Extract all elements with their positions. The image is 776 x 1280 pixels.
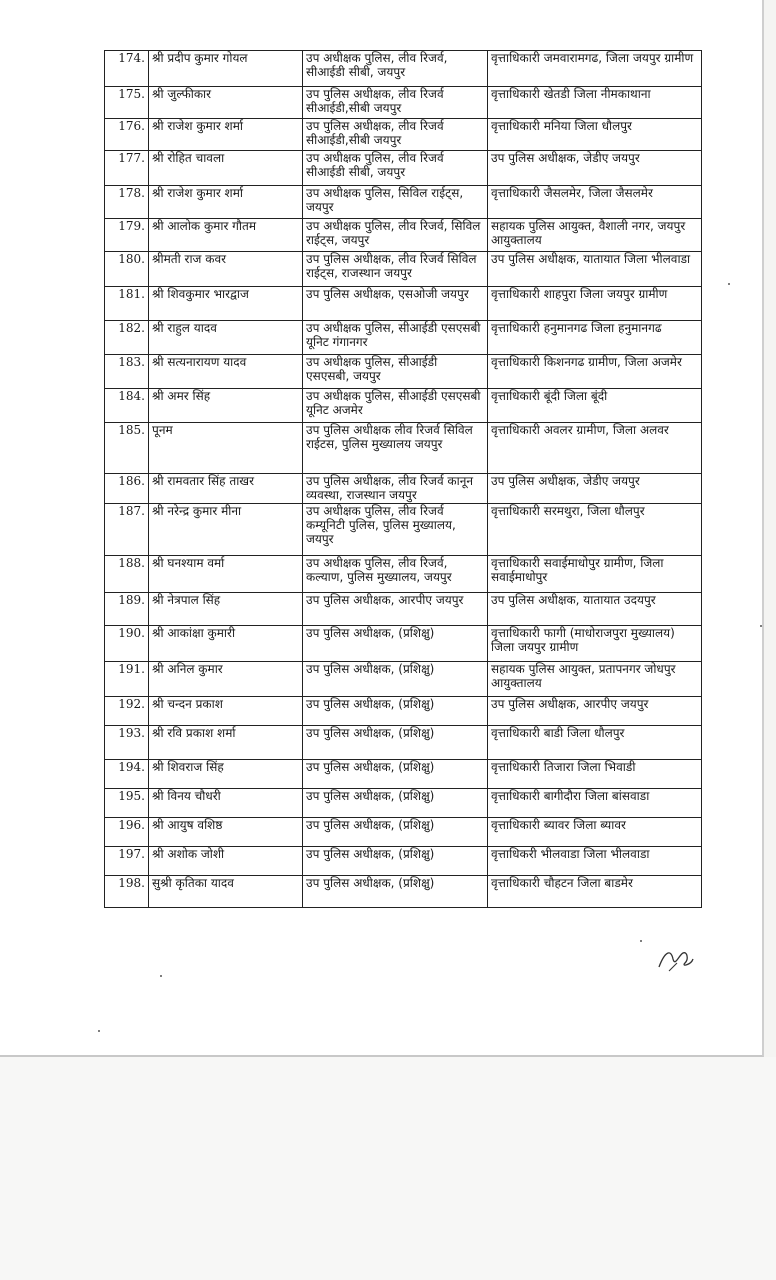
officer-name: श्रीमती राज कवर — [149, 252, 303, 287]
serial-number: 186. — [105, 474, 149, 504]
officer-name: श्री नेत्रपाल सिंह — [149, 593, 303, 626]
signature-mark — [655, 945, 695, 973]
current-post: उप पुलिस अधीक्षक, लीव रिजर्व कानून व्यवस्था, राजस्थान जयपुर — [303, 474, 488, 504]
serial-number: 180. — [105, 252, 149, 287]
serial-number: 176. — [105, 119, 149, 151]
serial-number: 179. — [105, 219, 149, 252]
officer-name: श्री विनय चौधरी — [149, 789, 303, 818]
table-row — [105, 593, 702, 626]
serial-number: 191. — [105, 662, 149, 697]
new-posting: वृत्ताधिकारी हनुमानगढ जिला हनुमानगढ — [488, 321, 702, 355]
officer-name: श्री नरेन्द्र कुमार मीना — [149, 504, 303, 556]
scan-background — [0, 1057, 776, 1280]
table-row — [105, 87, 702, 119]
table-row — [105, 474, 702, 504]
new-posting: वृत्ताधिकारी शाहपुरा जिला जयपुर ग्रामीण — [488, 287, 702, 321]
current-post: उप पुलिस अधीक्षक, (प्रशिक्षु) — [303, 726, 488, 760]
current-post: उप पुलिस अधीक्षक, (प्रशिक्षु) — [303, 697, 488, 726]
new-posting: वृत्ताधिकारी अवलर ग्रामीण, जिला अलवर — [488, 423, 702, 474]
table-row — [105, 556, 702, 593]
officer-name: श्री आलोक कुमार गौतम — [149, 219, 303, 252]
current-post: उप अधीक्षक पुलिस, लीव रिजर्व, कल्याण, पुलिस मुख्यालय, जयपुर — [303, 556, 488, 593]
table-row — [105, 847, 702, 876]
current-post: उप अधीक्षक पुलिस, लीव रिजर्व सीआईडी सीबी, जयपुर — [303, 151, 488, 186]
table-row — [105, 186, 702, 219]
table-row — [105, 504, 702, 556]
new-posting: वृत्ताधिकारी ब्यावर जिला ब्यावर — [488, 818, 702, 847]
serial-number: 184. — [105, 389, 149, 423]
officer-name: श्री अमर सिंह — [149, 389, 303, 423]
new-posting: वृत्ताधिकारी खेतडी जिला नीमकाथाना — [488, 87, 702, 119]
new-posting: वृत्ताधिकारी सवाईमाधोपुर ग्रामीण, जिला सवाईमाधोपुर — [488, 556, 702, 593]
new-posting: वृत्ताधिकारी जैसलमेर, जिला जैसलमेर — [488, 186, 702, 219]
current-post: उप पुलिस अधीक्षक, एसओजी जयपुर — [303, 287, 488, 321]
table-row — [105, 252, 702, 287]
new-posting: उप पुलिस अधीक्षक, जेडीए जयपुर — [488, 151, 702, 186]
table-row — [105, 789, 702, 818]
transfer-table — [104, 50, 702, 908]
current-post: उप पुलिस अधीक्षक, आरपीए जयपुर — [303, 593, 488, 626]
current-post: उप अधीक्षक पुलिस, सीआईडी एसएसबी, जयपुर — [303, 355, 488, 389]
serial-number: 181. — [105, 287, 149, 321]
current-post: उप पुलिस अधीक्षक, (प्रशिक्षु) — [303, 847, 488, 876]
officer-name: श्री राजेश कुमार शर्मा — [149, 186, 303, 219]
officer-name: श्री चन्दन प्रकाश — [149, 697, 303, 726]
scan-speck — [160, 975, 162, 977]
scan-speck — [640, 940, 642, 942]
table-row — [105, 423, 702, 474]
officer-name: श्री अशोक जोशी — [149, 847, 303, 876]
new-posting: वृत्ताधिकारी तिजारा जिला भिवाडी — [488, 760, 702, 789]
officer-name: श्री शिवकुमार भारद्वाज — [149, 287, 303, 321]
table-row — [105, 662, 702, 697]
officer-name: श्री रवि प्रकाश शर्मा — [149, 726, 303, 760]
table-row — [105, 726, 702, 760]
serial-number: 192. — [105, 697, 149, 726]
officer-name: पूनम — [149, 423, 303, 474]
new-posting: वृत्ताधिकारी बाडी जिला धौलपुर — [488, 726, 702, 760]
current-post: उप पुलिस अधीक्षक, (प्रशिक्षु) — [303, 662, 488, 697]
serial-number: 197. — [105, 847, 149, 876]
officer-name: सुश्री कृतिका यादव — [149, 876, 303, 908]
officer-name: श्री जुल्फीकार — [149, 87, 303, 119]
table-row — [105, 355, 702, 389]
serial-number: 193. — [105, 726, 149, 760]
serial-number: 185. — [105, 423, 149, 474]
officer-name: श्री सत्यनारायण यादव — [149, 355, 303, 389]
transfer-table-body — [105, 51, 702, 908]
current-post: उप अधीक्षक पुलिस, लीव रिजर्व, सिविल राईट्स, जयपुर — [303, 219, 488, 252]
serial-number: 194. — [105, 760, 149, 789]
officer-name: श्री रामवतार सिंह ताखर — [149, 474, 303, 504]
table-row — [105, 219, 702, 252]
table-row — [105, 389, 702, 423]
scan-speck — [98, 1030, 100, 1032]
current-post: उप पुलिस अधीक्षक, (प्रशिक्षु) — [303, 818, 488, 847]
table-row — [105, 287, 702, 321]
table-row — [105, 876, 702, 908]
current-post: उप पुलिस अधीक्षक, (प्रशिक्षु) — [303, 760, 488, 789]
table-row — [105, 697, 702, 726]
officer-name: श्री अनिल कुमार — [149, 662, 303, 697]
new-posting: वृत्ताधिकारी फागी (माधोराजपुरा मुख्यालय) जिला जयपुर ग्रामीण — [488, 626, 702, 662]
new-posting: वृत्ताधिकरी भीलवाडा जिला भीलवाडा — [488, 847, 702, 876]
scan-speck — [760, 625, 762, 627]
current-post: उप अधीक्षक पुलिस, लीव रिजर्व, सीआईडी सीबी, जयपुर — [303, 51, 488, 87]
new-posting: वृत्ताधिकारी सरमथुरा, जिला धौलपुर — [488, 504, 702, 556]
table-row — [105, 51, 702, 87]
new-posting: वृत्ताधिकारी बूंदी जिला बूंदी — [488, 389, 702, 423]
new-posting: उप पुलिस अधीक्षक, यातायात उदयपुर — [488, 593, 702, 626]
current-post: उप अधीक्षक पुलिस, लीव रिजर्व कम्यूनिटी पुलिस, पुलिस मुख्यालय, जयपुर — [303, 504, 488, 556]
new-posting: सहायक पुलिस आयुक्त, प्रतापनगर जोधपुर आयुक्तालय — [488, 662, 702, 697]
new-posting: उप पुलिस अधीक्षक, यातायात जिला भीलवाडा — [488, 252, 702, 287]
new-posting: वृत्ताधिकारी किशनगढ ग्रामीण, जिला अजमेर — [488, 355, 702, 389]
officer-name: श्री शिवराज सिंह — [149, 760, 303, 789]
serial-number: 190. — [105, 626, 149, 662]
officer-name: श्री राहुल यादव — [149, 321, 303, 355]
serial-number: 175. — [105, 87, 149, 119]
new-posting: उप पुलिस अधीक्षक, आरपीए जयपुर — [488, 697, 702, 726]
current-post: उप पुलिस अधीक्षक, (प्रशिक्षु) — [303, 876, 488, 908]
serial-number: 182. — [105, 321, 149, 355]
new-posting: वृत्ताधिकारी जमवारामगढ, जिला जयपुर ग्रामीण — [488, 51, 702, 87]
serial-number: 177. — [105, 151, 149, 186]
serial-number: 196. — [105, 818, 149, 847]
serial-number: 174. — [105, 51, 149, 87]
new-posting: वृत्ताधिकारी मनिया जिला धौलपुर — [488, 119, 702, 151]
serial-number: 183. — [105, 355, 149, 389]
current-post: उप पुलिस अधीक्षक, (प्रशिक्षु) — [303, 789, 488, 818]
serial-number: 189. — [105, 593, 149, 626]
table-row — [105, 321, 702, 355]
current-post: उप अधीक्षक पुलिस, सीआईडी एसएसबी यूनिट गंगानगर — [303, 321, 488, 355]
table-row — [105, 626, 702, 662]
table-row — [105, 119, 702, 151]
serial-number: 188. — [105, 556, 149, 593]
current-post: उप पुलिस अधीक्षक लीव रिजर्व सिविल राईटस, पुलिस मुख्यालय जयपुर — [303, 423, 488, 474]
officer-name: श्री घनश्याम वर्मा — [149, 556, 303, 593]
new-posting: वृत्ताधिकारी बागीदौरा जिला बांसवाडा — [488, 789, 702, 818]
current-post: उप अधीक्षक पुलिस, सिविल राईट्स, जयपुर — [303, 186, 488, 219]
serial-number: 178. — [105, 186, 149, 219]
serial-number: 195. — [105, 789, 149, 818]
current-post: उप पुलिस अधीक्षक, लीव रिजर्व सीआईडी,सीबी जयपुर — [303, 87, 488, 119]
officer-name: श्री राजेश कुमार शर्मा — [149, 119, 303, 151]
officer-name: श्री प्रदीप कुमार गोयल — [149, 51, 303, 87]
current-post: उप पुलिस अधीक्षक, (प्रशिक्षु) — [303, 626, 488, 662]
serial-number: 187. — [105, 504, 149, 556]
current-post: उप अधीक्षक पुलिस, सीआईडी एसएसबी यूनिट अजमेर — [303, 389, 488, 423]
current-post: उप पुलिस अधीक्षक, लीव रिजर्व सीआईडी,सीबी जयपुर — [303, 119, 488, 151]
table-row — [105, 760, 702, 789]
new-posting: वृत्ताधिकारी चौहटन जिला बाडमेर — [488, 876, 702, 908]
new-posting: उप पुलिस अधीक्षक, जेडीए जयपुर — [488, 474, 702, 504]
table-row — [105, 151, 702, 186]
current-post: उप पुलिस अधीक्षक, लीव रिजर्व सिविल राईट्स, राजस्थान जयपुर — [303, 252, 488, 287]
scan-speck — [728, 283, 730, 285]
serial-number: 198. — [105, 876, 149, 908]
officer-name: श्री आकांक्षा कुमारी — [149, 626, 303, 662]
officer-name: श्री रोहित चावला — [149, 151, 303, 186]
new-posting: सहायक पुलिस आयुक्त, वैशाली नगर, जयपुर आयुक्तालय — [488, 219, 702, 252]
table-row — [105, 818, 702, 847]
officer-name: श्री आयुष वशिष्ठ — [149, 818, 303, 847]
